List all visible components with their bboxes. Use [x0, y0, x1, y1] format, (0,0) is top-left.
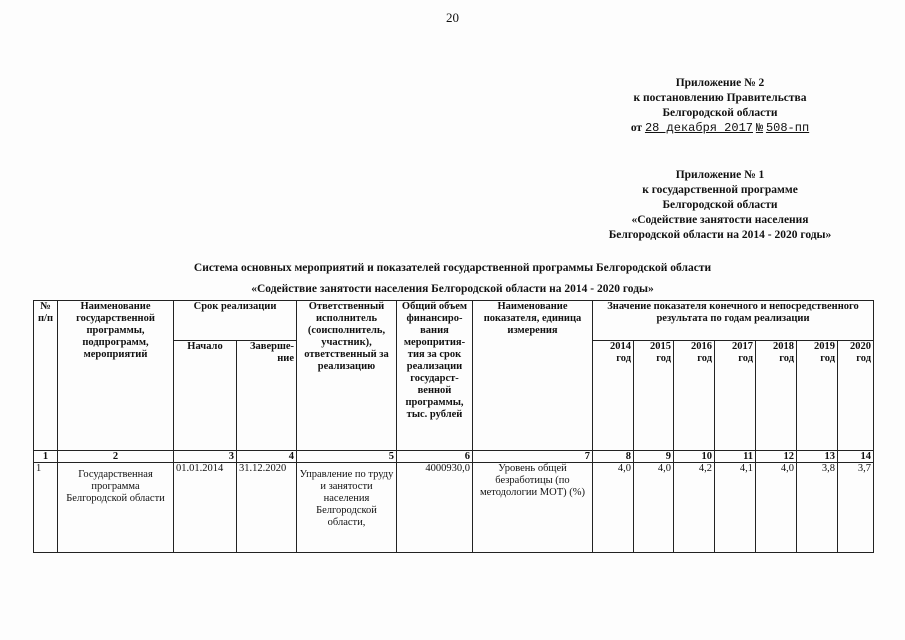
row-name: Государственная программа Белгородской области — [58, 463, 174, 553]
appendix-2-title: Приложение № 2 — [675, 77, 765, 89]
appendix-2-line2: к постановлению Правительства — [633, 92, 807, 104]
column-number: 10 — [674, 451, 715, 463]
column-number: 3 — [174, 451, 237, 463]
header-year-2017: 2017 год — [715, 341, 756, 451]
column-numbers-row — [34, 451, 874, 463]
appendix-1-line2: к государственной программе — [642, 184, 798, 196]
document-subtitle: «Содействие занятости населения Белгородской области на 2014 - 2020 годы» — [251, 283, 654, 295]
row-value-2015: 4,0 — [634, 463, 674, 553]
row-value-2020: 3,7 — [838, 463, 874, 553]
measures-table — [33, 300, 874, 553]
column-number: 6 — [397, 451, 473, 463]
header-volume: Общий объем финансиро-вания меропрития-тия за срок реализации государст-венной программы, тыс. рублей — [397, 301, 473, 451]
header-num: № п/п — [34, 301, 58, 451]
column-number: 2 — [58, 451, 174, 463]
column-number: 11 — [715, 451, 756, 463]
row-volume: 4000930,0 — [397, 463, 473, 553]
row-indicator: Уровень общей безработицы (по методологии МОТ) (%) — [473, 463, 593, 553]
header-name: Наименование государственной программы, подпрограмм, мероприятий — [58, 301, 174, 451]
row-start: 01.01.2014 — [174, 463, 237, 553]
appendix-2-date-line — [600, 121, 840, 136]
row-value-2018: 4,0 — [756, 463, 797, 553]
column-number: 5 — [297, 451, 397, 463]
header-end: Заверше-ние — [237, 341, 297, 451]
header-indicator: Наименование показателя, единица измерения — [473, 301, 593, 451]
appendix-1-line4: «Содействие занятости населения — [631, 214, 809, 226]
column-number: 7 — [473, 451, 593, 463]
appendix-2-from: от — [630, 122, 643, 134]
row-value-2019: 3,8 — [797, 463, 838, 553]
header-start: Начало — [174, 341, 237, 451]
appendix-1-title: Приложение № 1 — [675, 169, 765, 181]
header-year-2015: 2015 год — [634, 341, 674, 451]
row-num: 1 — [34, 463, 58, 553]
header-year-2019: 2019 год — [797, 341, 838, 451]
row-value-2014: 4,0 — [593, 463, 634, 553]
header-period: Срок реализации — [174, 301, 297, 341]
header-year-2018: 2018 год — [756, 341, 797, 451]
header-executor: Ответственный исполнитель (соисполнитель, участник), ответственный за реализацию — [297, 301, 397, 451]
header-year-2014: 2014 год — [593, 341, 634, 451]
column-number: 12 — [756, 451, 797, 463]
appendix-2-header — [600, 76, 840, 136]
appendix-2-date: 28 декабря 2017 — [644, 121, 753, 135]
appendix-1-line5: Белгородской области на 2014 - 2020 годы» — [608, 229, 832, 241]
header-year-2016: 2016 год — [674, 341, 715, 451]
appendix-2-number: 508-пп — [765, 121, 810, 135]
page-number: 20 — [446, 10, 459, 25]
column-number: 8 — [593, 451, 634, 463]
column-number: 1 — [34, 451, 58, 463]
appendix-1-header — [585, 168, 855, 243]
column-number: 4 — [237, 451, 297, 463]
header-values-group: Значение показателя конечного и непосредственного результата по годам реализации — [593, 301, 874, 341]
row-end: 31.12.2020 — [237, 463, 297, 553]
appendix-2-num-sign: № — [755, 121, 764, 135]
header-year-2020: 2020 год — [838, 341, 874, 451]
column-number: 13 — [797, 451, 838, 463]
row-executor: Управление по труду и занятости населения Белгородской области, — [297, 463, 397, 553]
document-title: Система основных мероприятий и показателей государственной программы Белгородской области — [193, 262, 712, 274]
column-number: 14 — [838, 451, 874, 463]
appendix-2-line3: Белгородской области — [662, 107, 778, 119]
row-value-2017: 4,1 — [715, 463, 756, 553]
column-number: 9 — [634, 451, 674, 463]
row-value-2016: 4,2 — [674, 463, 715, 553]
appendix-1-line3: Белгородской области — [662, 199, 778, 211]
table-row — [34, 463, 874, 553]
